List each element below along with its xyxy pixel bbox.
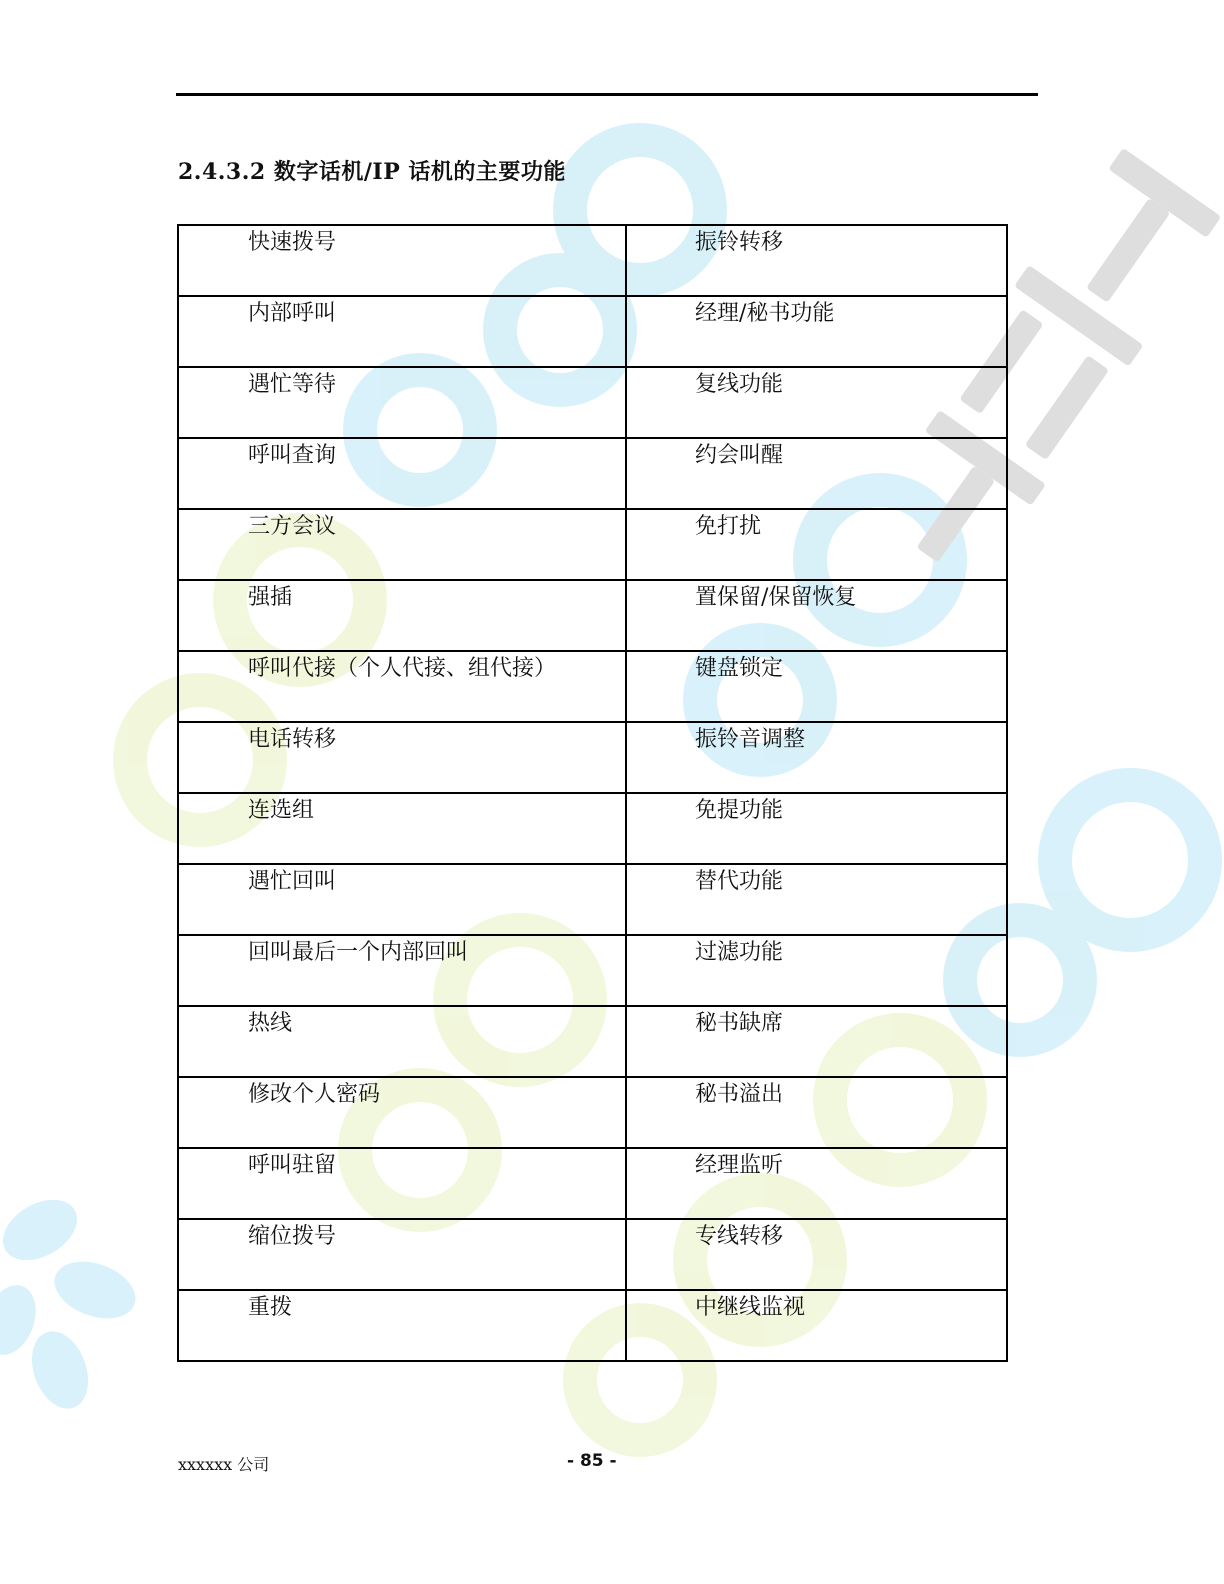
feature-cell-right (626, 1290, 1007, 1361)
feature-label: 中继线监视 (695, 1295, 806, 1320)
feature-cell-right (626, 367, 1007, 438)
table-row (178, 367, 1007, 438)
feature-label: 呼叫查询 (248, 443, 337, 468)
feature-label: 修改个人密码 (248, 1082, 381, 1107)
table-row (178, 935, 1007, 1006)
table-row (178, 651, 1007, 722)
feature-cell-right (626, 722, 1007, 793)
table-row (178, 296, 1007, 367)
feature-label: 过滤功能 (695, 940, 784, 965)
feature-cell-right (626, 793, 1007, 864)
features-table-body (178, 225, 1007, 1361)
feature-label: 遇忙回叫 (248, 869, 337, 894)
feature-label: 免提功能 (695, 798, 784, 823)
table-row (178, 864, 1007, 935)
feature-label: 秘书溢出 (695, 1082, 784, 1107)
header-rule (176, 93, 1038, 96)
feature-cell-right (626, 1219, 1007, 1290)
feature-cell-left (178, 580, 626, 651)
feature-label: 键盘锁定 (695, 656, 784, 681)
feature-cell-left (178, 1148, 626, 1219)
feature-label: 快速拨号 (248, 230, 337, 255)
table-row (178, 1219, 1007, 1290)
feature-label: 置保留/保留恢复 (695, 585, 857, 610)
table-row (178, 722, 1007, 793)
feature-cell-left (178, 296, 626, 367)
feature-label: 替代功能 (695, 869, 784, 894)
table-row (178, 1290, 1007, 1361)
feature-cell-left (178, 1006, 626, 1077)
feature-label: 专线转移 (695, 1224, 784, 1249)
feature-label: 回叫最后一个内部回叫 (248, 940, 469, 965)
flower-logo-icon (0, 1187, 143, 1416)
feature-cell-left (178, 367, 626, 438)
table-row (178, 1148, 1007, 1219)
feature-cell-left (178, 651, 626, 722)
feature-cell-right (626, 580, 1007, 651)
feature-label: 秘书缺席 (695, 1011, 784, 1036)
feature-label: 免打扰 (695, 514, 762, 539)
feature-cell-right (626, 1006, 1007, 1077)
feature-cell-right (626, 1148, 1007, 1219)
feature-cell-right (626, 225, 1007, 296)
feature-label: 遇忙等待 (248, 372, 337, 397)
feature-cell-right (626, 509, 1007, 580)
feature-label: 缩位拨号 (248, 1224, 337, 1249)
feature-cell-right (626, 438, 1007, 509)
feature-cell-right (626, 935, 1007, 1006)
feature-label: 复线功能 (695, 372, 784, 397)
feature-label: 振铃音调整 (695, 727, 806, 752)
table-row (178, 438, 1007, 509)
feature-label: 约会叫醒 (695, 443, 784, 468)
feature-label: 经理/秘书功能 (695, 301, 835, 326)
feature-cell-right (626, 864, 1007, 935)
table-row (178, 509, 1007, 580)
feature-label: 内部呼叫 (248, 301, 337, 326)
feature-cell-left (178, 1290, 626, 1361)
features-table (177, 224, 1008, 1362)
feature-cell-left (178, 1219, 626, 1290)
feature-label: 经理监听 (695, 1153, 784, 1178)
feature-label: 呼叫驻留 (248, 1153, 337, 1178)
feature-label: 三方会议 (248, 514, 337, 539)
feature-label: 连选组 (248, 798, 315, 823)
feature-label: 强插 (248, 585, 293, 610)
feature-label: 电话转移 (248, 727, 337, 752)
feature-cell-left (178, 225, 626, 296)
table-row (178, 1077, 1007, 1148)
feature-label: 呼叫代接（个人代接、组代接） (248, 656, 557, 681)
feature-cell-right (626, 1077, 1007, 1148)
table-row (178, 225, 1007, 296)
feature-label: 振铃转移 (695, 230, 784, 255)
feature-cell-left (178, 935, 626, 1006)
feature-cell-left (178, 509, 626, 580)
feature-cell-right (626, 651, 1007, 722)
table-row (178, 793, 1007, 864)
feature-label: 热线 (248, 1011, 293, 1036)
feature-cell-right (626, 296, 1007, 367)
footer-company: xxxxxx 公司 (178, 1455, 270, 1474)
section-title: 2.4.3.2 数字话机/IP 话机的主要功能 (178, 159, 566, 185)
feature-cell-left (178, 1077, 626, 1148)
feature-cell-left (178, 793, 626, 864)
table-row (178, 580, 1007, 651)
table-row (178, 1006, 1007, 1077)
feature-cell-left (178, 438, 626, 509)
feature-cell-left (178, 722, 626, 793)
feature-cell-left (178, 864, 626, 935)
page-number: - 85 - (567, 1451, 617, 1471)
feature-label: 重拨 (248, 1295, 293, 1320)
